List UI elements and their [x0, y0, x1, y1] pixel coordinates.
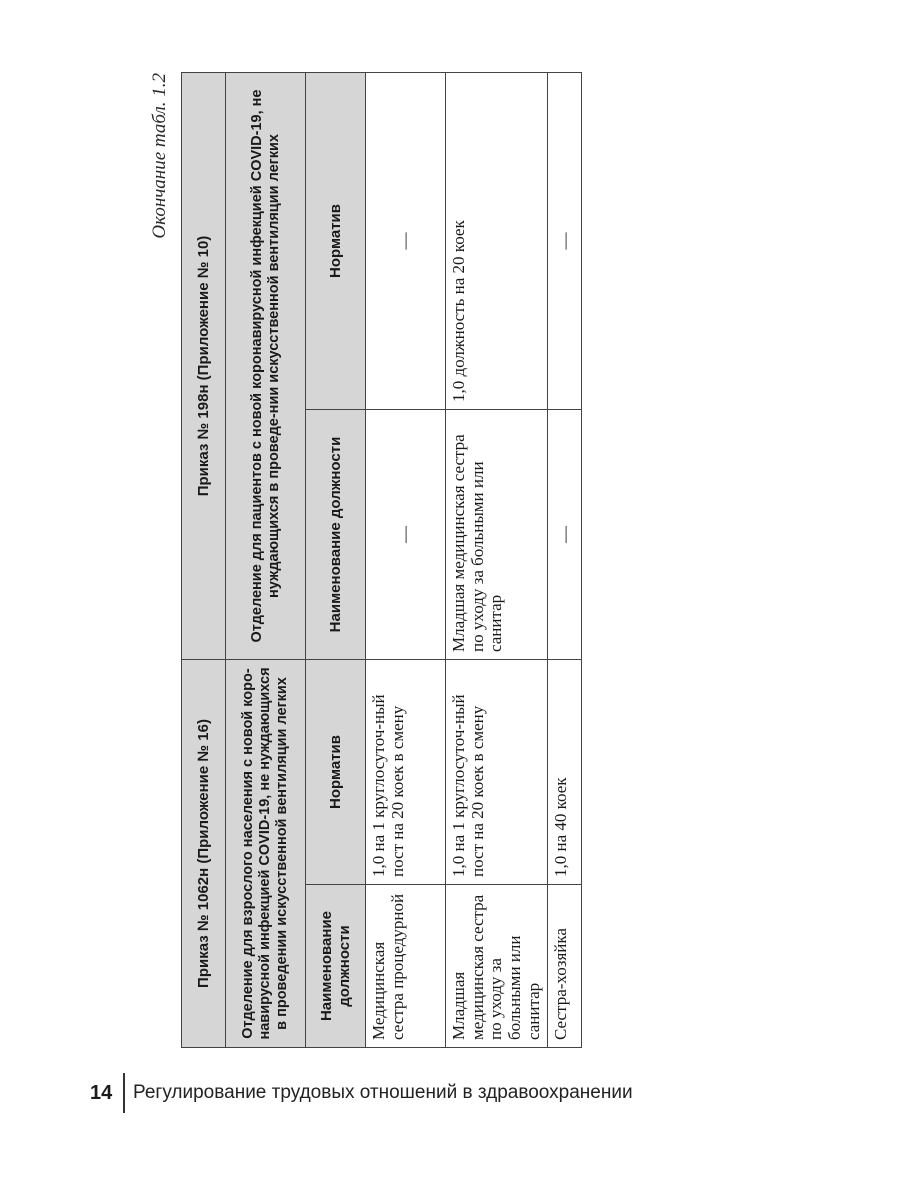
column-header-row	[306, 73, 366, 1048]
table-cell: Сестра-хозяйка	[548, 885, 582, 1048]
staffing-table	[181, 72, 582, 1048]
page-number: 14	[90, 1081, 113, 1104]
table-row	[366, 73, 446, 1048]
table-cell: —	[548, 73, 582, 410]
table-row	[446, 73, 548, 1048]
table-cell: Младшая медицинская сестра по уходу за больными или санитар	[446, 885, 548, 1048]
rotated-table-block	[145, 73, 574, 1048]
table-cell: 1,0 на 40 коек	[548, 660, 582, 885]
order-header-row	[182, 73, 226, 1048]
table-cell: 1,0 на 1 круглосуточ-ный пост на 20 коек в смену	[446, 660, 548, 885]
column-header-norm-198n: Норматив	[306, 73, 366, 410]
department-1062n-header: Отделение для взрослого населения с новой коро-навирусной инфекцией COVID-19, не нуждающихся в проведении искусственной вентиляции легких	[226, 660, 306, 1048]
table-cell: 1,0 должность на 20 коек	[446, 73, 548, 410]
table-row	[548, 73, 582, 1048]
table-cell: 1,0 на 1 круглосуточ-ный пост на 20 коек в смену	[366, 660, 446, 885]
table-cell: —	[366, 73, 446, 410]
order-198n-header: Приказ № 198н (Приложение № 10)	[182, 73, 226, 660]
department-198n-header: Отделение для пациентов с новой коронавирусной инфекцией COVID-19, не нуждающихся в проведе-нии искусственной вентиляции легких	[226, 73, 306, 660]
order-1062n-header: Приказ № 1062н (Приложение № 16)	[182, 660, 226, 1048]
table-cell: Младшая медицинская сестра по уходу за больными или санитар	[446, 410, 548, 660]
table-cell: —	[548, 410, 582, 660]
column-header-norm-1062n: Норматив	[306, 660, 366, 885]
table-cell: —	[366, 410, 446, 660]
column-header-position-1062n: Наименование должности	[306, 885, 366, 1048]
footer-divider	[123, 1073, 125, 1113]
table-caption: Окончание табл. 1.2	[149, 73, 170, 239]
department-header-row	[226, 73, 306, 1048]
table-cell: Медицинская сестра процедурной	[366, 885, 446, 1048]
column-header-position-198n: Наименование должности	[306, 410, 366, 660]
page-footer	[90, 1072, 633, 1114]
running-title: Регулирование трудовых отношений в здравоохранении	[133, 1082, 633, 1103]
